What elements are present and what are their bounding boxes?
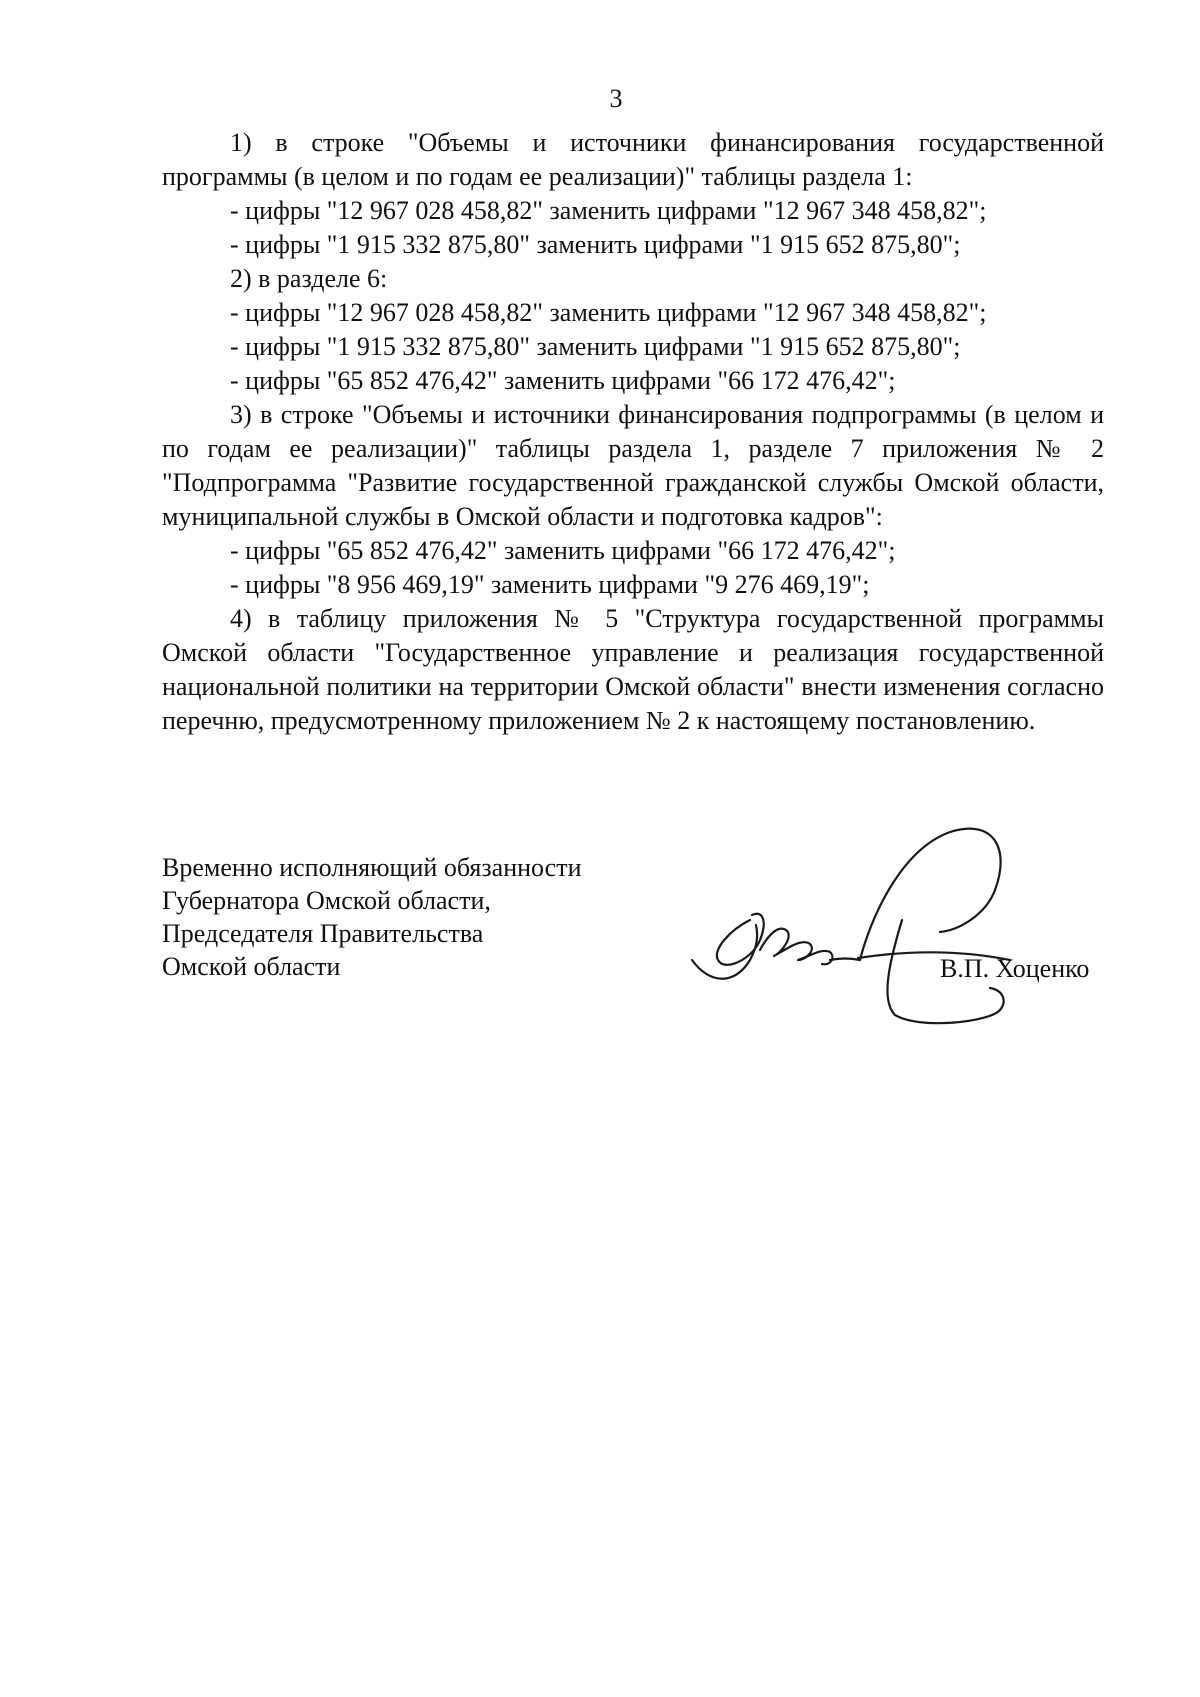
paragraph-item-5: - цифры "12 967 028 458,82" заменить цифрами "12 967 348 458,82"; [230,298,987,327]
page-number: 3 [609,84,623,113]
paragraph-item-9: - цифры "65 852 476,42" заменить цифрами "66 172 476,42"; [230,536,896,565]
signatory-title [162,851,582,983]
paragraph-item-11: 4) в таблицу приложения № 5 "Структура государственной программы Омской области "Государственное управление и реализация государственной национальной политики на территории Омской области" внести изменения согласно перечню, предусмотренному приложением № 2 к настоящему постановлению. [162,604,1104,735]
paragraph-item-3: - цифры "1 915 332 875,80" заменить цифрами "1 915 652 875,80"; [230,230,961,259]
paragraph-item-1: 1) в строке "Объемы и источники финансирования государственной программы (в целом и по годам ее реализации)" таблицы раздела 1: [162,128,1104,191]
signatory-title-line: Омской области [162,952,341,981]
signatory-title-line: Губернатора Омской области, [162,886,491,915]
paragraph-item-10: - цифры "8 956 469,19" заменить цифрами "9 276 469,19"; [230,570,870,599]
document-body [162,126,1104,738]
signatory-name: В.П. Хоценко [940,954,1090,983]
signatory-title-line: Временно исполняющий обязанности [162,853,582,882]
paragraph-item-8: 3) в строке "Объемы и источники финансирования подпрограммы (в целом и по годам ее реализации)" таблицы раздела 1, разделе 7 приложения № 2 "Подпрограмма "Развитие государственной гражданской службы Омской области, муниципальной службы в Омской области и подготовка кадров": [162,400,1104,531]
handwritten-signature [690,810,1090,1030]
signatory-title-line: Председателя Правительства [162,919,484,948]
paragraph-item-2: - цифры "12 967 028 458,82" заменить цифрами "12 967 348 458,82"; [230,196,987,225]
paragraph-item-4: 2) в разделе 6: [230,264,388,293]
paragraph-item-6: - цифры "1 915 332 875,80" заменить цифрами "1 915 652 875,80"; [230,332,961,361]
paragraph-item-7: - цифры "65 852 476,42" заменить цифрами "66 172 476,42"; [230,366,896,395]
